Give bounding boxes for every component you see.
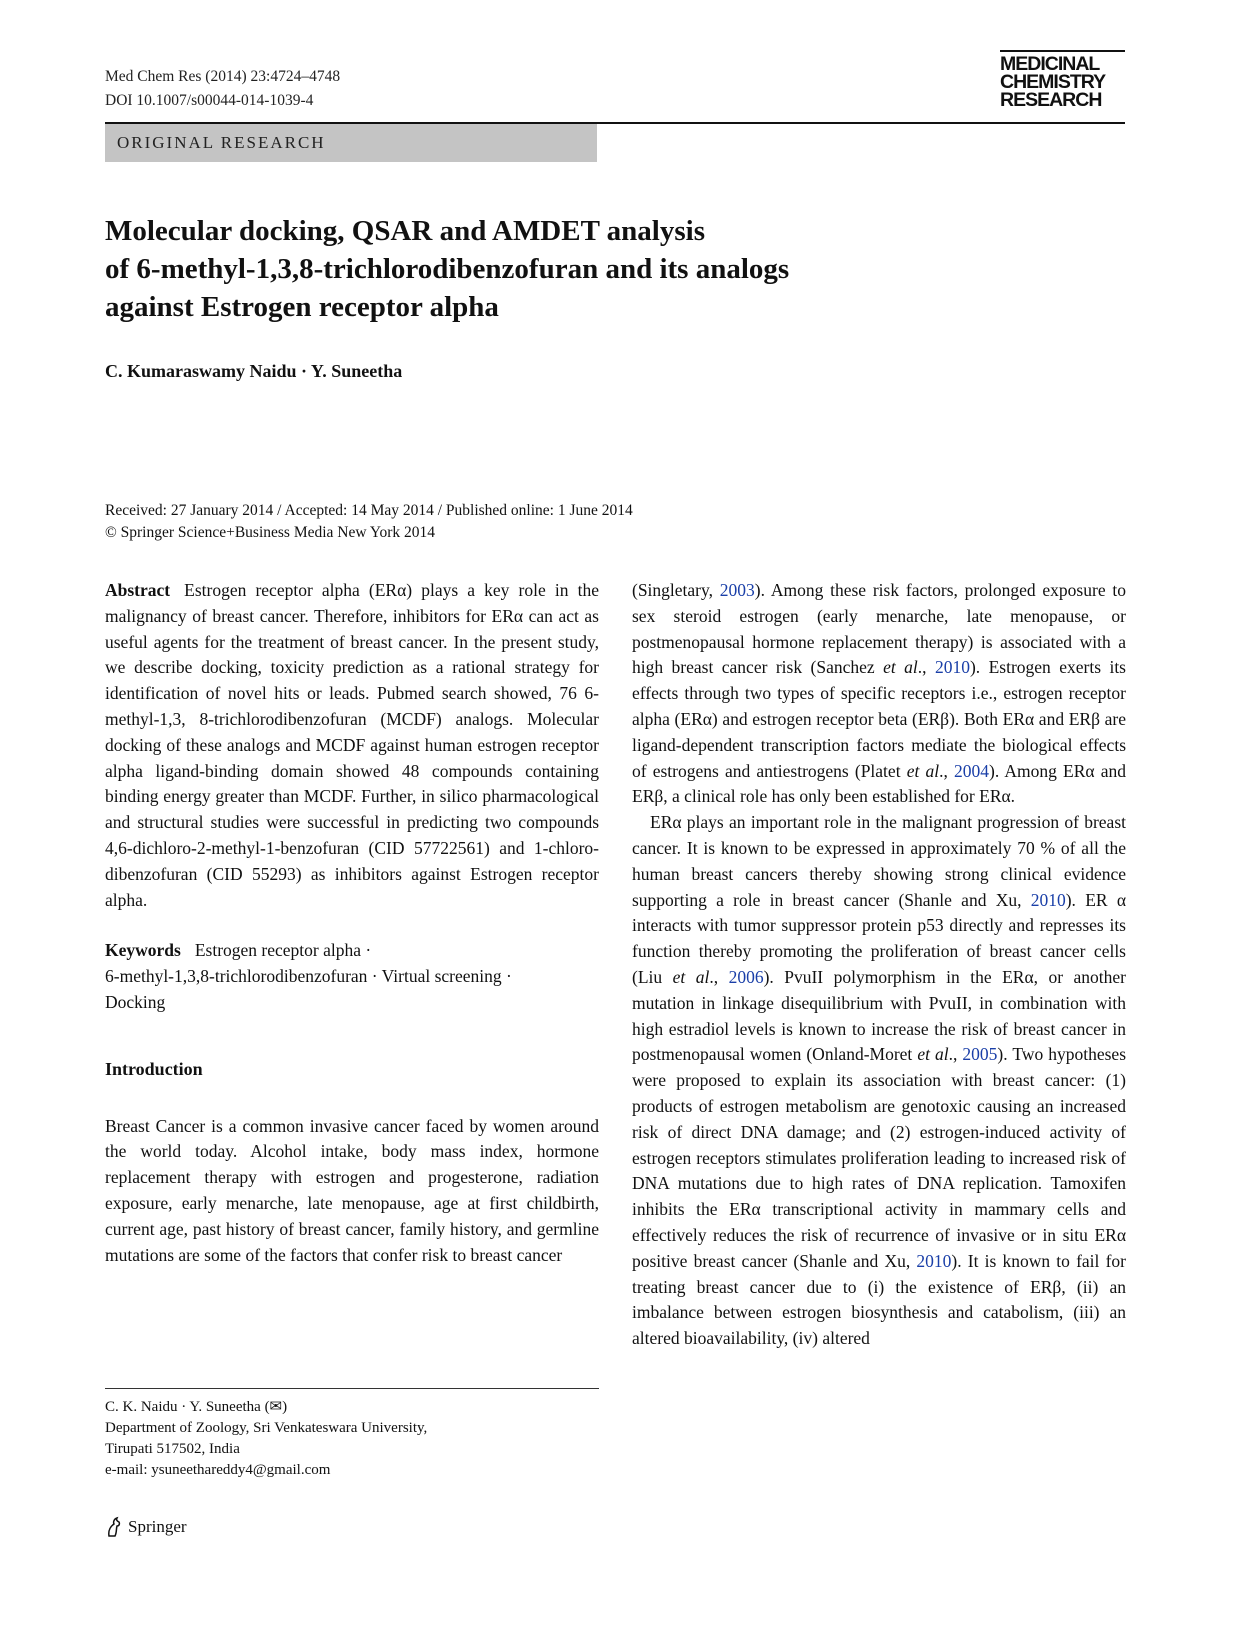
text-run: (Singletary, — [632, 580, 720, 600]
keywords-line: Docking — [105, 991, 166, 1012]
introduction-paragraph: Breast Cancer is a common invasive cancer faced by women around the world today. Alcohol intake, body mass index, hormone replacement therapy with estrogen and progesterone, radiation exposure, early menarche, late menopause, age at first childbirth, current age, past history of breast cancer, family history, and germline mutations are some of the factors that confer risk to breast cancer — [105, 1115, 599, 1265]
journal-logo — [1000, 50, 1125, 109]
citation-link[interactable]: 2010 — [916, 1250, 952, 1271]
text-run: ., — [939, 760, 954, 781]
citation-link[interactable]: 2010 — [934, 657, 970, 678]
paragraph — [632, 578, 1126, 810]
paragraph — [632, 810, 1126, 1352]
history: Received: 27 January 2014 / Accepted: 14 May 2014 / Published online: 1 June 2014 — [105, 502, 633, 519]
citation-link[interactable]: 2006 — [728, 966, 764, 987]
text-run: ). Two hypotheses were proposed to explain its association with breast cancer: (1) products of estrogen metabolism are genotoxic causing an increased risk of direct DNA damage; and (2) estrogen-induced activity of estrogen receptors stimulates proliferation leading to increased risk of DNA mutations due to high rates of DNA replication. Tamoxifen inhibits the ERα transcriptional activity in mammary cells and effectively reduces the risk of recurrence of invasive or in situ ERα positive breast cancer (Shanle and Xu, — [632, 1044, 1127, 1271]
logo-line: RESEARCH — [1000, 89, 1102, 111]
article-type-bar — [105, 124, 597, 162]
text-run: ). PvuII polymorphism in the ERα, or another mutation in linkage disequilibrium with PvuII, in combination with high estradiol levels is known to increase the risk of breast cancer in postmenopausal women (Onland-Moret — [632, 966, 1126, 1065]
affiliation-dept: Department of Zoology, Sri Venkateswara University, — [105, 1420, 428, 1436]
section-heading-introduction: Introduction — [105, 1058, 203, 1079]
affiliation-names: C. K. Naidu · Y. Suneetha (✉) — [105, 1399, 288, 1415]
et-al: et al — [917, 1044, 949, 1065]
et-al: et al — [906, 760, 940, 781]
text-run: ). It is known to fail for treating breast cancer due to (i) the existence of ERβ, (ii) an imbalance between estrogen biosynthesis and catabolism, (iii) an altered bioavailability, (iv) altered — [632, 1250, 1126, 1349]
citation-link[interactable]: 2005 — [962, 1044, 998, 1065]
affiliation-email: e-mail: ysuneethareddy4@gmail.com — [105, 1462, 331, 1478]
citation-link[interactable]: 2004 — [954, 760, 989, 781]
text-run: ). Among these risk factors, prolonged exposure to sex steroid estrogen (early menarche, late menopause, or postmenopausal hormone replacement therapy) is associated with a high breast cancer risk (Sanchez — [632, 580, 1126, 678]
paper-title — [105, 212, 1125, 326]
abstract-text: Estrogen receptor alpha (ERα) plays a key role in the malignancy of breast cancer. Therefore, inhibitors for ERα can act as useful agents for the treatment of breast cancer. In the present study, we describe docking, toxicity prediction as a rational strategy for identification of novel hits or leads. Pubmed search showed, 76 6-methyl-1,3, 8-trichlorodibenzofuran (MCDF) analogs. Molecular docking of these analogs and MCDF against human estrogen receptor alpha ligand-binding domain showed 48 compounds containing binding energy greater than MCDF. Further, in silico pharmacological and structural studies were successful in predicting two compounds 4,6-dichloro-2-methyl-1-benzofuran (CID 57722561) and 1-chloro-dibenzofuran (CID 55293) as inhibitors against Estrogen receptor alpha. — [105, 580, 599, 910]
citation-link[interactable]: 2003 — [719, 580, 755, 600]
text-run: ). Estrogen exerts its effects through two types of specific receptors i.e., estrogen receptor alpha (ERα) and estrogen receptor beta (ERβ). Both ERα and ERβ are ligand-dependent transcription factors mediate the biological effects of estrogens and antiestrogens (Platet — [632, 657, 1126, 781]
doi: DOI 10.1007/s00044-014-1039-4 — [105, 92, 314, 109]
publication-dates — [105, 500, 633, 544]
keywords-line: 6-methyl-1,3,8-trichlorodibenzofuran · Virtual screening · — [105, 966, 512, 987]
left-column — [105, 578, 599, 1268]
keywords-line: Estrogen receptor alpha · — [194, 940, 372, 961]
abstract-label: Abstract — [105, 580, 171, 600]
journal-reference — [105, 65, 340, 113]
text-run: ). Among ERα and ERβ, a clinical role has only been established for ERα. — [632, 760, 1126, 807]
logo-line: CHEMISTRY — [1000, 71, 1106, 93]
affiliation-city: Tirupati 517502, India — [105, 1441, 240, 1457]
text-run: ERα plays an important role in the malignant progression of breast cancer. It is known to be expressed in approximately 70 % of all the human breast cancers thereby showing strong clinical evidence supporting a role in breast cancer (Shanle and Xu, — [632, 812, 1126, 910]
abstract — [105, 578, 599, 913]
citation: Med Chem Res (2014) 23:4724–4748 — [105, 68, 341, 85]
text-run: ., — [948, 1044, 963, 1065]
citation-link[interactable]: 2010 — [1030, 889, 1066, 910]
et-al: et al — [883, 657, 918, 678]
et-al: et al — [672, 966, 710, 987]
page-footer — [105, 1516, 187, 1538]
keywords-label: Keywords — [105, 940, 181, 961]
keywords — [105, 938, 599, 1015]
copyright: © Springer Science+Business Media New York 2014 — [105, 524, 436, 541]
article-type: ORIGINAL RESEARCH — [117, 133, 326, 152]
affiliation-footnote — [105, 1388, 599, 1481]
text-run: ., — [917, 657, 935, 678]
text-run: ). ER α interacts with tumor suppressor protein p53 directly and represses its function thereby promoting the proliferation of breast cancer cells (Liu — [632, 889, 1126, 987]
springer-horse-icon — [105, 1516, 123, 1538]
publisher-name: Springer — [128, 1517, 187, 1536]
title-line: against Estrogen receptor alpha — [105, 291, 499, 323]
title-line: Molecular docking, QSAR and AMDET analysis — [105, 215, 705, 247]
right-column — [632, 578, 1126, 1352]
authors: C. Kumaraswamy Naidu · Y. Suneetha — [105, 361, 403, 381]
logo-line: MEDICINAL — [1000, 53, 1100, 75]
title-line: of 6-methyl-1,3,8-trichlorodibenzofuran and its analogs — [105, 253, 790, 285]
text-run: ., — [709, 966, 729, 987]
